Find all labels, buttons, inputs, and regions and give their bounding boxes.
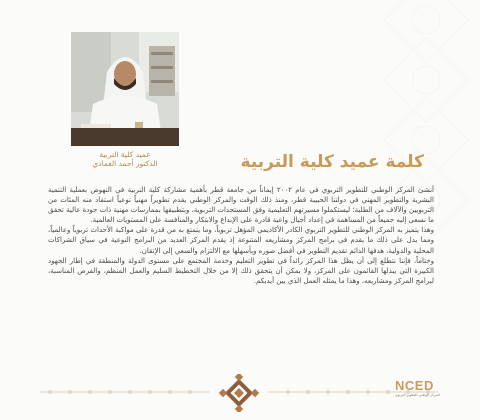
footer-ornament-icon [216,374,262,412]
paragraph: أنشئ المركز الوطني للتطوير التربوي في عام ٢٠٠٢ إيماناً من جامعة قطر بأهمية مشاركة كلية التربية في النهوض بعملية التنمية البشرية والتطوير المهني في دولتنا الحبيبة قطر، ومنذ ذلك الوقت والمركز الوطني يقدم تطويراً مهنياً نوعياً استفاد منه المئات من التربويين والآلاف من الطلبة؛ ليستكملوا مسيرتهم التعليمية وفق المستجدات التربوية، وبتطبيقها بممارسات مهنية ذات جودة عالية تحقق ما نسعى إليه جميعاً من المساهمة في إعداد أجيال واعية قادرة على الإبداع والابتكار والمنافسة على المستويات العالمية. [48,186,435,225]
caption-name: الدكتور أحمد العمادي [92,159,158,168]
message-body [48,185,434,286]
logo-abbreviation: NCED [395,378,434,393]
dean-portrait-image [71,32,179,146]
footer-band-left [40,389,210,395]
paragraph: وهذا يتميز به المركز الوطني للتطوير التربوي الكادر الأكاديمي المؤهل تربوياً، وما يتمتع به من قدرة على مواكبة الأحداث تربوياً وعالمياً، ومما يدل على ذلك ما يقدم في برامج المركز ومشاريعه المتنوعة إذ يقدم المركز العديد من البرامج النوعية في سياق الشراكات المحلية والدولية، هدفها الدائم تقديم التطوير في أفضل صوره وبأسهلها مع الالتزام والسعي إلى الإتقان. [48,226,434,255]
caption-position: عميد كلية التربية [99,150,151,159]
logo-subtitle: المركز الوطني للتطوير التربوي [395,393,440,397]
photo-caption [71,150,179,168]
dean-photo [71,32,179,146]
paragraph: وختاماً، فإننا نتطلع إلى أن يظل هذا المركز رائداً في تطوير التعليم وخدمة المجتمع على مستوى الدولة والمنطقة في إطار الجهود الكبيرة التي يبذلها القائمون على المركز، ولا يمكن أن يتحقق ذلك إلا من خلال التخطيط السليم والعمل المنظم، والفرص المناسبة، لبرامج المركز ومشاريعه، وهذا ما يمثله العمل الذي بين أيديكم. [48,256,434,285]
nced-logo [395,378,443,412]
page-title: كلمة عميد كلية التربية [240,152,424,172]
